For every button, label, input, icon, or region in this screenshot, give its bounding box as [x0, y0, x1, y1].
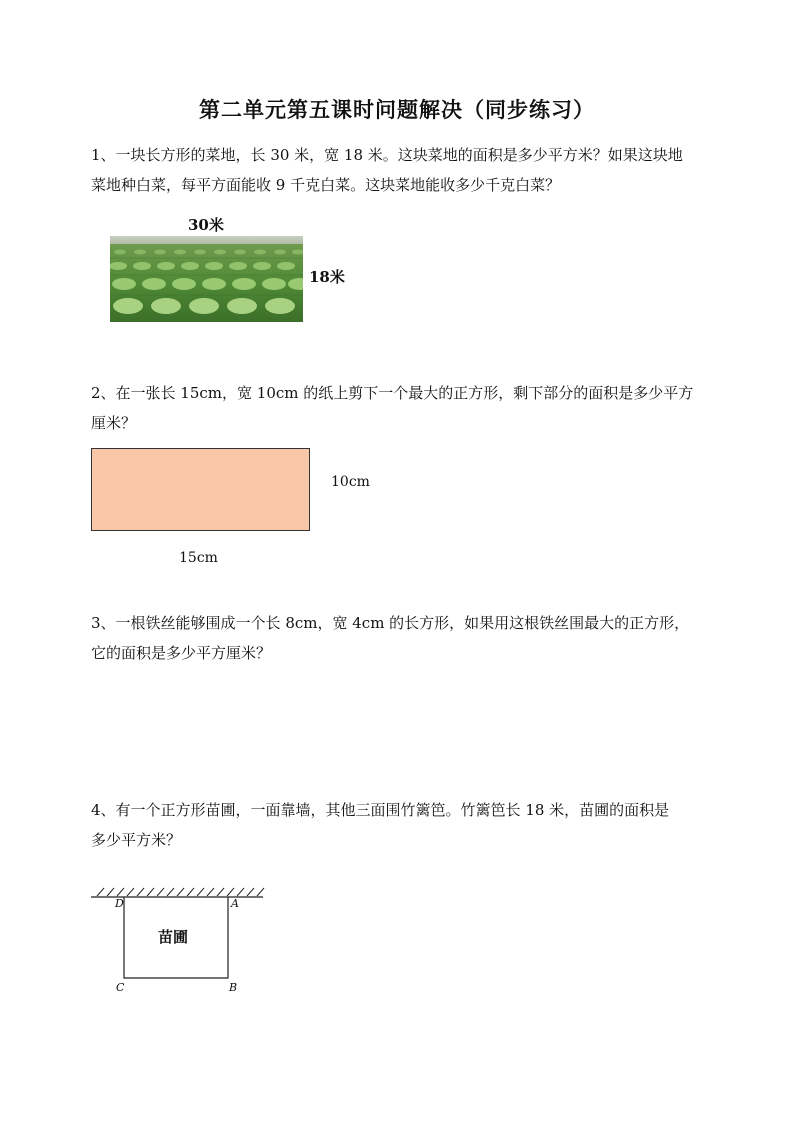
- question-3-line-2: 它的面积是多少平方厘米？: [91, 644, 272, 662]
- nursery-label: 苗圃: [158, 928, 189, 946]
- question-2: [91, 378, 711, 438]
- paper-width-label: 10cm: [331, 474, 370, 490]
- question-1: [91, 140, 711, 200]
- question-1-line-1: 1、一块长方形的菜地，长 30 米，宽 18 米。这块菜地的面积是多少平方米？如果这块地: [91, 146, 683, 164]
- question-4-line-2: 多少平方米？: [91, 831, 182, 849]
- field-width-label: 18米: [309, 268, 345, 286]
- cabbage-field-illustration: [110, 236, 303, 322]
- question-2-line-1: 2、在一张长 15cm，宽 10cm 的纸上剪下一个最大的正方形，剩下部分的面积是多少平方: [91, 384, 694, 402]
- question-3-line-1: 3、一根铁丝能够围成一个长 8cm，宽 4cm 的长方形，如果用这根铁丝围最大的正方形，: [91, 614, 690, 632]
- field-length-label: 30米: [188, 216, 224, 234]
- question-1-line-2: 菜地种白菜，每平方面能收 9 千克白菜。这块菜地能收多少千克白菜？: [91, 176, 561, 194]
- corner-d-label: D: [115, 897, 124, 910]
- question-4-line-1: 4、有一个正方形苗圃，一面靠墙，其他三面围竹篱笆。竹篱笆长 18 米，苗圃的面积是: [91, 801, 670, 819]
- question-2-line-2: 厘米？: [91, 414, 137, 432]
- corner-b-label: B: [229, 981, 238, 994]
- paper-length-label: 15cm: [179, 550, 218, 566]
- question-4: [91, 795, 711, 855]
- wall-hatching: [97, 888, 264, 896]
- cabbage-field-photo: [110, 236, 303, 322]
- corner-a-label: A: [231, 897, 239, 910]
- paper-rectangle: [91, 448, 310, 531]
- page-title: 第二单元第五课时问题解决（同步练习）: [199, 97, 595, 122]
- corner-c-label: C: [116, 981, 125, 994]
- question-3: [91, 608, 711, 668]
